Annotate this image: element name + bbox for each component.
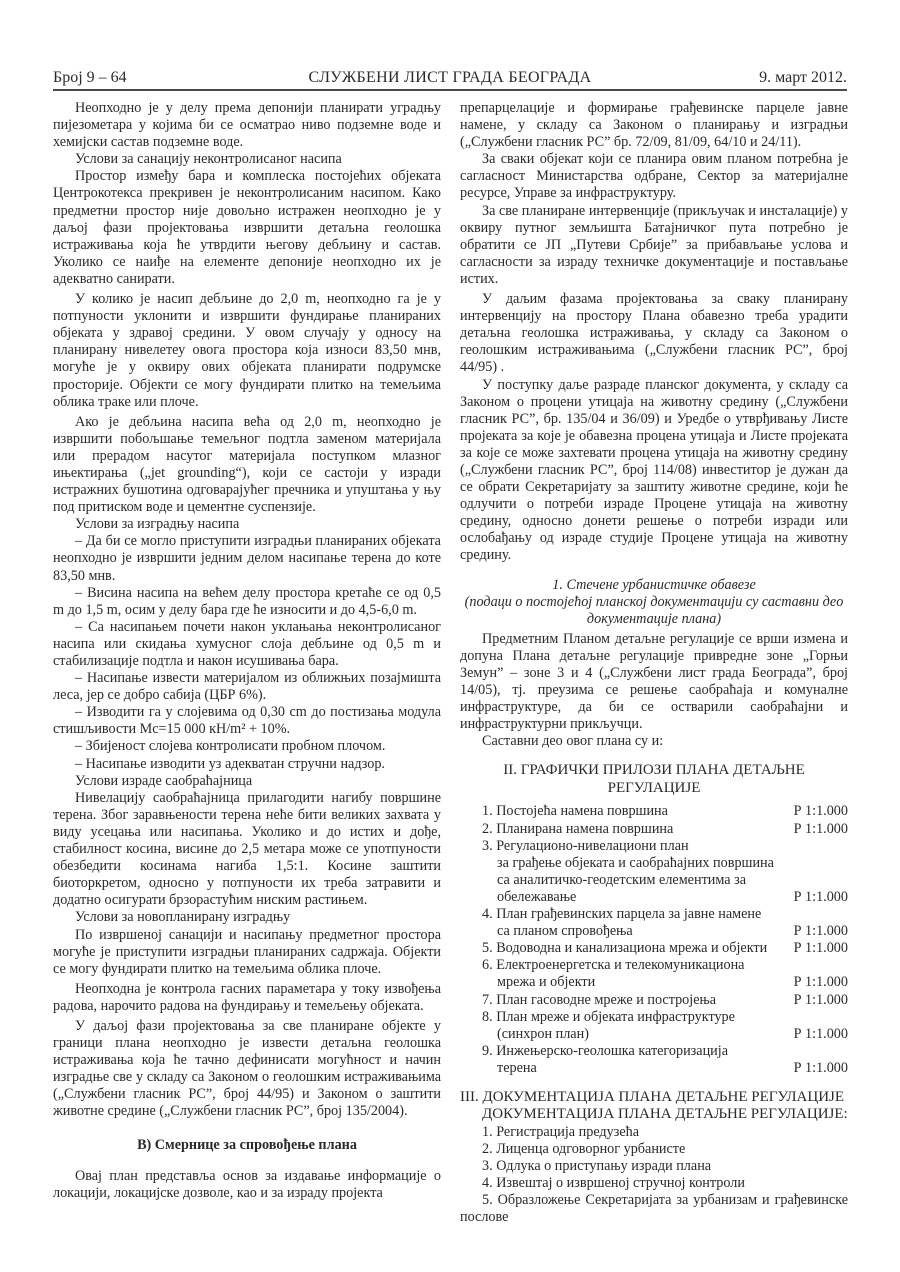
scale-label: Р 1:1.000 — [793, 803, 848, 820]
scale-label: Р 1:1.000 — [793, 1025, 848, 1042]
bullet-item: – Да би се могло приступити изградњи планираних објеката неопходно је извршити једним делом насипање терена до коте 83,50 мнв. — [53, 533, 441, 584]
paragraph: По извршеној санацији и насипању предметног простора могуће је приступити изградњи планираних садржаја. Објекти се могу фундирати плитко на темељима облика плоче. — [53, 926, 441, 977]
list-item: 3. Регулационо-нивелациони план за грађење објеката и саобраћајних површина са аналитичко-геодетским елементима за обележавање Р 1:1.000 — [482, 837, 848, 905]
scale-label: Р 1:1.000 — [793, 974, 848, 991]
paragraph: препарцелације и формирање грађевинске парцеле јавне намене, у складу са Законом о планирању и изградњи („Службени гласник РС” бр. 72/09, 81/09, 64/10 и 24/11). — [460, 100, 848, 151]
paragraph: Неопходна је контрола гасних параметара у току извођења радова, нарочито радова на фундирању и темељењу објеката. — [53, 980, 441, 1014]
paragraph: Нивелацију саобраћајница прилагодити нагибу површине терена. Због заравњености терена неће бити великих захвата у виду усецања или насипања. Уколико и до истих и дође, стабилност косина, висине до 2,5 метара може се употпуности обезбедити косинама нагиба 1,5:1. Косине заштити биоторкретом, односно у потпуности их треба затравити и додатно осигурати брзорастућим ниским растињем. — [53, 789, 441, 909]
scale-label: Р 1:1.000 — [793, 991, 848, 1008]
paragraph: У колико је насип дебљине до 2,0 m, неопходно га је у потпуности уклонити и извршити фундирање планираних објеката у здравој средини. У овом случају у односу на планирану нивелетеу овога простора која износи 83,50 мнв, могуће је у оквиру ових објеката планирати подрумске просторије. Објекти се могу фундирати плитко на темељима облика траке или плоче. — [53, 291, 441, 410]
paragraph: За сваки објекат који се планира овим планом потребна је сагласност Министарства одбране, Сектор за материјалне ресурсе, Управе за инфраструктуру. — [460, 151, 848, 202]
list-item: 3. Одлука о приступању изради плана — [482, 1158, 712, 1175]
bullet-item: – Насипање извести материјалом из оближњих позајмишта леса, јер се добро сабија (ЦБР 6%). — [53, 670, 441, 704]
list-item: 1. Регистрација предузећа — [482, 1123, 640, 1140]
paragraph: Предметним Планом детаљне регулације се врши измена и допуна Плана детаљне регулације привредне зоне „Горњи Земун” – зоне 3 и 4 („Службени лист града Београда”, број 14/05), тј. преузима се решење саобраћаја и комуналне инфраструктуре, да би се остварили саобраћајни и инфраструктурни прикључци. — [460, 630, 848, 733]
section-1-subtitle: (подаци о постојећој планској документацији су саставни деo документације плана) — [464, 593, 844, 627]
section-2-title: II. ГРАФИЧКИ ПРИЛОЗИ ПЛАНА ДЕТАЉНЕ РЕГУЛАЦИЈЕ — [503, 762, 805, 796]
list-item: 5. Образложење Секретаријата за урбанизам и грађевинске послове — [460, 1192, 848, 1226]
section-3-subtitle: ДОКУМЕНТАЦИЈА ПЛАНА ДЕТАЉНЕ РЕГУЛАЦИЈЕ: — [482, 1106, 848, 1123]
list-item: 7. План гасоводне мреже и постројења Р 1:1.000 — [482, 991, 848, 1008]
bullet-item: – Са насипањем почети након уклањања неконтролисаног насипа или скидања хумусног слоја дебљине од 0,5 m и стабилизације подтла и након исушивања бара. — [53, 618, 441, 669]
bullet-item: – Збијеност слојева контролисати пробном плочом. — [75, 738, 386, 755]
subheading-saobracajnice: Услови израде саобраћајница — [75, 772, 253, 789]
paragraph: За све планиране интервенције (прикључак и инсталације) у оквиру путног земљишта Батајничког пута потребно је обратити се ЈП „Путеви Србије” за прибављање услова и сагласности за израду техничке документације и постављање истих. — [460, 202, 848, 287]
paragraph: Саставни део овог плана су и: — [482, 733, 664, 750]
list-item: 6. Електроенергетска и телекомуникациона мрежа и објекти Р 1:1.000 — [482, 957, 848, 991]
page-header — [53, 68, 847, 88]
list-item: 2. Лиценца одговорног урбанисте — [482, 1141, 686, 1158]
scale-label: Р 1:1.000 — [793, 820, 848, 837]
section-3-title: III. ДОКУМЕНТАЦИЈА ПЛАНА ДЕТАЉНЕ РЕГУЛАЦИЈЕ — [460, 1088, 845, 1105]
list-item: 2. Планирана намена површина Р 1:1.000 — [482, 820, 848, 837]
list-item: 9. Инжењерско-геолошка категоризација терена Р 1:1.000 — [482, 1042, 848, 1076]
right-column — [460, 100, 848, 1227]
paragraph: У поступку даље разраде планског документа, у складу са Законом о процени утицаја на животну средину („Службени гласник РС”, бр. 135/04 и 36/09) и Уредбе о утврђивању Листе пројеката за које је обавезна процена утицаја и Листе пројеката за које се може захтевати процена утицаја на животну средину („Службени гласник РС”, број 114/08) инвеститор је дужан да се обрати Секретаријату за заштиту животне средине, који ће одлучити о потреби израде Процене утицаја на животну средину, односно донети решење о потреби изради или ослобађању од израде студије Процене утицаја на животну средину. — [460, 376, 848, 564]
paragraph: Неопходно је у делу према депонији планирати уградњу пијезометара у којима би се осматрао ниво подземне воде и хемијски састав подземне воде. — [53, 100, 441, 151]
paragraph: Овај план представља основ за издавање информације о локацији, локацијске дозволе, као и за израду пројекта — [53, 1167, 441, 1201]
graphic-attachments-list — [460, 803, 848, 1077]
scale-label: Р 1:1.000 — [793, 888, 848, 905]
header-rule — [53, 89, 847, 91]
list-item: 4. Извештај о извршеној стручној контроли — [482, 1175, 745, 1192]
bullet-item: – Висина насипа на већем делу простора кретаће се од 0,5 m до 1,5 m, осим у делу бара где ће износити и до 4,5-6,0 m. — [53, 584, 441, 618]
list-item: 4. План грађевинских парцела за јавне намене са планом спровођења Р 1:1.000 — [482, 906, 848, 940]
list-item: 8. План мреже и објеката инфраструктуре (синхрон план) Р 1:1.000 — [482, 1008, 848, 1042]
bullet-item: – Изводити га у слојевима од 0,30 cm до постизања модула стишљивости Mc=15 000 кН/m² + 10%. — [53, 704, 441, 738]
section-v-title: В) Смернице за спровођење плана — [137, 1136, 357, 1153]
scale-label: Р 1:1.000 — [793, 1059, 848, 1076]
scale-label: Р 1:1.000 — [793, 940, 848, 957]
paragraph: Ако је дебљина насипа већа од 2,0 m, неопходно је извршити побољшање темељног подтла заменом материјала или прерадом насутог материјала поступком млазног ињектирања („jet grounding“), који се састоји у изради истражних бушотина одговарајућег пречника и упуштања у њу под притиском воде и цементне суспензије. — [53, 413, 441, 516]
paragraph: У даљој фази пројектовања за све планиране објекте у граници плана неопходно је извести детаљна геолошка истраживања која ће тачно дефинисати могућност и начин изградње све у складу са Законом о геолошким истраживањима („Службени гласник РС”, број 44/95) и Законом о заштити животне средине („Службени гласник РС”, број 135/2004). — [53, 1017, 441, 1120]
publication-date: 9. март 2012. — [759, 69, 847, 86]
subheading-novoplanirana: Услови за новопланирану изградњу — [75, 909, 291, 926]
subheading-izgradnja-nasipa: Услови за изградњу насипа — [75, 516, 240, 533]
left-column — [53, 100, 441, 1202]
issue-number: Број 9 – 64 — [53, 69, 127, 86]
bullet-item: – Насипање изводити уз адекватан стручни надзор. — [75, 755, 385, 772]
publication-title: СЛУЖБЕНИ ЛИСТ ГРАДА БЕОГРАДА — [308, 69, 592, 86]
subheading-sanacija: Услови за санацију неконтролисаног насипа — [75, 151, 342, 168]
documentation-list — [460, 1124, 848, 1227]
paragraph: Простор између бара и комплеска постојећих објеката Центрокотекса прекривен је неконтролисаним насипом. Како предметни простор није довољно истражен неопходно је у даљој фази пројектовања извршити детаљна геолошка истраживања која ће утврдити његову дебљину и састав. Уколико се наиђе на елементе депоније неопходно их је адекватно санирати. — [53, 168, 441, 287]
paragraph: У даљим фазама пројектовања за сваку планирану интервенцију на простору Плана обавезно треба урадити детаљна геолошка истраживања, у складу са Законом о геолошким истраживањима („Службени гласник РС”, број 44/95) . — [460, 291, 848, 376]
scale-label: Р 1:1.000 — [793, 923, 848, 940]
list-item: 5. Водоводна и канализациона мрежа и објекти Р 1:1.000 — [482, 940, 848, 957]
list-item: 1. Постојећа намена површина Р 1:1.000 — [482, 803, 848, 820]
section-1-title: 1. Стечене урбанистичке обавезе — [552, 576, 756, 593]
